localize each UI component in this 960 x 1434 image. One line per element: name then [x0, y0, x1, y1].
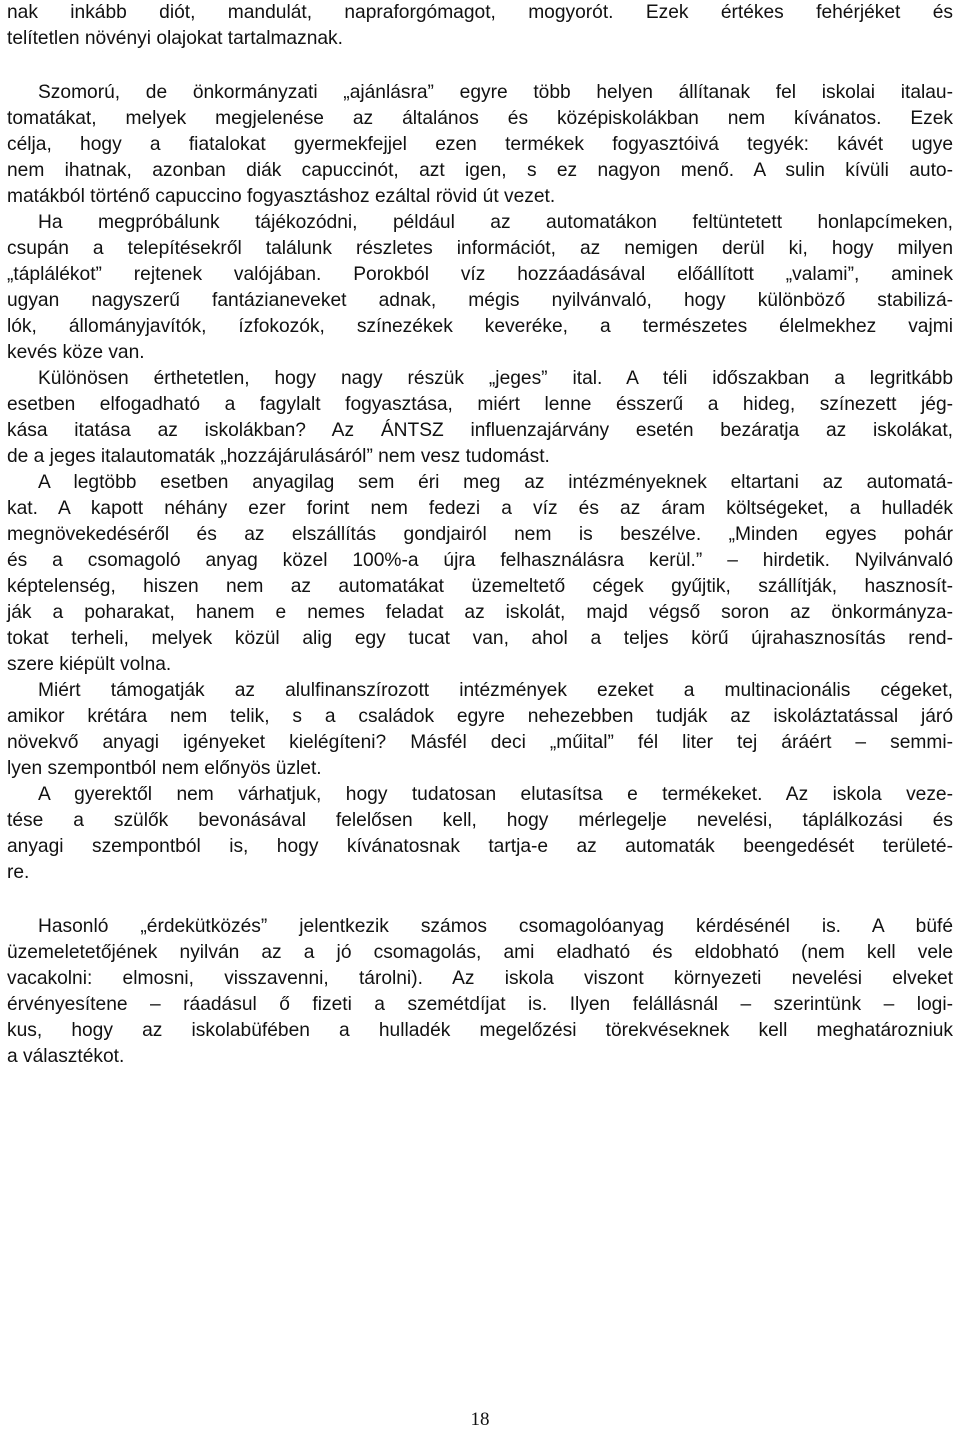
text-line: kása itatása az iskolákban? Az ÁNTSZ influenzajárvány esetén bezáratja az iskolákat, [7, 420, 953, 441]
text-line: Szomorú, de önkormányzati „ajánlásra” egyre több helyen állítanak fel iskolai italau- [38, 82, 953, 103]
text-line: megnövekedéséről és az elszállítás gondjairól nem is beszélve. „Minden egyes pohár [7, 524, 953, 545]
text-line: növekvő anyagi igényeket kielégíteni? Másfél deci „műital” fél liter tej áráért – semmi- [7, 732, 953, 753]
paragraph-nuts [7, 0, 953, 52]
text-line: nem ihatnak, azonban diák capuccinót, azt igen, s ez nagyon menő. A sulin kívüli auto- [7, 160, 953, 181]
text-line: „táplálékot” rejtenek valójában. Porokból víz hozzáadásával előállított „valami”, aminek [7, 264, 953, 285]
paragraph-multinationals [7, 678, 953, 782]
text-line: A legtöbb esetben anyagilag sem éri meg az intézményeknek eltartani az automatá- [38, 472, 953, 493]
text-line: Miért támogatják az alulfinanszírozott intézmények ezeket a multinacionális cégeket, [38, 680, 953, 701]
page-number: 18 [470, 1409, 490, 1430]
paragraph-financial [7, 470, 953, 678]
paragraph-iced-drinks [7, 366, 953, 470]
text-line: tomatákat, melyek megjelenése az általános és középiskolákban nem kívánatos. Ezek [7, 108, 953, 129]
text-line: a választékot. [7, 1046, 125, 1067]
text-line: lók, állományjavítók, ízfokozók, színezékek keveréke, a természetes élelmekhez vajmi [7, 316, 953, 337]
text-line: vacakolni: elmosni, visszavenni, tárolni). Az iskola viszont környezeti nevelési elveket [7, 968, 953, 989]
text-line: re. [7, 862, 30, 883]
text-line: érvényesítene – ráadásul ő fizeti a szemétdíjat is. Ilyen felállásnál – szerintünk – logi- [7, 994, 953, 1015]
text-line: ugyan nagyszerű fantázianeveket adnak, mégis nyilvánvaló, hogy különböző stabilizá- [7, 290, 953, 311]
text-line: de a jeges italautomaták „hozzájárulásáról” nem vesz tudomást. [7, 446, 550, 467]
text-line: kevés köze van. [7, 342, 145, 363]
paragraph-packaging [7, 914, 953, 1070]
paragraph-composition [7, 210, 953, 366]
paragraph-vending-machines [7, 80, 953, 210]
text-line: csupán a telepítésekről találunk részletes információt, az nemigen derül ki, hogy milyen [7, 238, 953, 259]
text-line: tokat terheli, melyek közül alig egy tucat van, ahol a teljes körű újrahasznosítás rend- [7, 628, 953, 649]
text-line: esetben elfogadható a fagylalt fogyasztása, miért lenne ésszerű a hideg, színezett jég- [7, 394, 953, 415]
text-line: és a csomagoló anyag közel 100%-a újra felhasználásra kerül.” – hirdetik. Nyilvánvaló [7, 550, 953, 571]
text-line: nak inkább diót, mandulát, napraforgómagot, mogyorót. Ezek értékes fehérjéket és [7, 2, 953, 23]
paragraph-school-leadership [7, 782, 953, 886]
text-line: matákból történő capuccino fogyasztáshoz ezáltal rövid út vezet. [7, 186, 556, 207]
paragraph-gap [7, 52, 953, 80]
text-line: szere kiépült volna. [7, 654, 172, 675]
text-line: anyagi szempontból is, hogy kívánatosnak tartja-e az automaták beengedését területé- [7, 836, 953, 857]
text-line: kat. A kapott néhány ezer forint nem fedezi a víz és az áram költségeket, a hulladék [7, 498, 953, 519]
text-line: tése a szülők bevonásával felelősen kell, hogy mérlegelje nevelési, táplálkozási és [7, 810, 953, 831]
text-line: amikor krétára nem telik, s a családok egyre nehezebben tudják az iskoláztatással járó [7, 706, 953, 727]
text-line: képtelenség, hiszen nem az automatákat üzemeltető cégek gyűjtik, szállítják, hasznosít- [7, 576, 953, 597]
text-line: üzemeletetőjének nyilván az a jó csomagolás, ami eladható és eldobható (nem kell vele [7, 942, 953, 963]
text-line: ják a poharakat, hanem e nemes feladat az iskolát, majd végső soron az önkormányza- [7, 602, 953, 623]
document-body [7, 0, 953, 1070]
paragraph-gap [7, 886, 953, 914]
text-line: A gyerektől nem várhatjuk, hogy tudatosan elutasítsa e termékeket. Az iskola veze- [38, 784, 953, 805]
text-line: kus, hogy az iskolabüfében a hulladék megelőzési törekvéseknek kell meghatározniuk [7, 1020, 953, 1041]
text-line: Különösen érthetetlen, hogy nagy részük „jeges” ital. A téli időszakban a legritkább [38, 368, 953, 389]
text-line: telítetlen növényi olajokat tartalmaznak. [7, 28, 343, 49]
text-line: célja, hogy a fiatalokat gyermekfejjel ezen termékek fogyasztóivá tegyék: kávét ugye [7, 134, 953, 155]
text-line: Ha megpróbálunk tájékozódni, például az automatákon feltüntetett honlapcímeken, [38, 212, 953, 233]
text-line: lyen szempontból nem előnyös üzlet. [7, 758, 322, 779]
text-line: Hasonló „érdekütközés” jelentkezik számos csomagolóanyag kérdésénél is. A büfé [38, 916, 953, 937]
